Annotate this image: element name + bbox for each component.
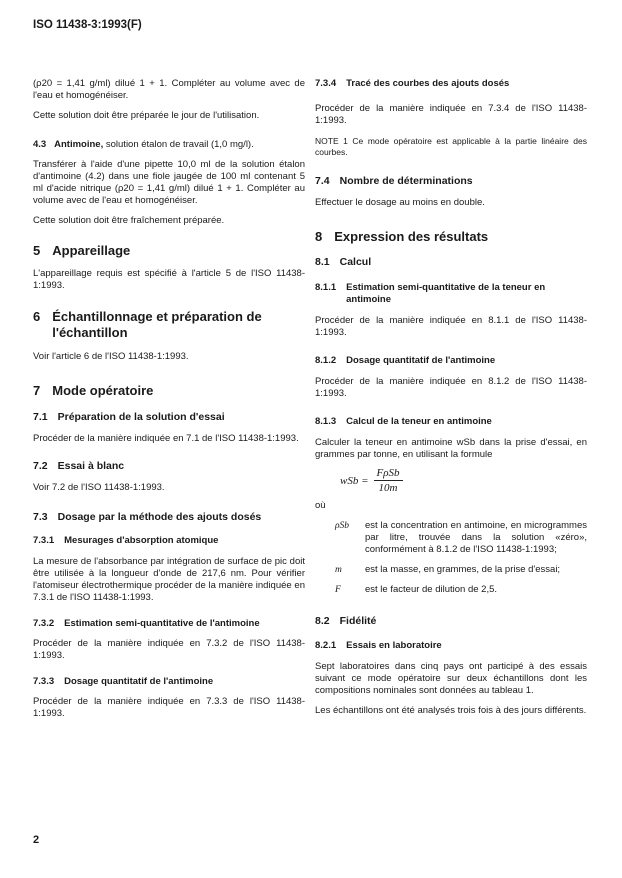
paragraph: Calculer la teneur en antimoine wSb dans la prise d'essai, en grammes par tonne, en utilisant la formule	[315, 437, 587, 460]
paragraph: Transférer à l'aide d'une pipette 10,0 ml de la solution étalon d'antimoine (4.2) dans une fiole jaugée de 100 ml contenant 5 ml d'acide nitrique (ρ20 = 1,41 g/ml) dilué 1 + 1. Compléter au volume avec de l'eau et homogénéiser.	[33, 159, 305, 206]
paragraph: Les échantillons ont été analysés trois fois à des jours différents.	[315, 705, 587, 716]
paragraph: où	[315, 500, 326, 511]
heading-6: 6 Échantillonnage et préparation de l'échantillon	[33, 309, 262, 340]
heading-7-1: 7.1 Préparation de la solution d'essai	[33, 411, 225, 423]
formula-fraction	[374, 467, 403, 494]
definition-item	[315, 564, 587, 576]
definition-text: est le facteur de dilution de 2,5.	[365, 584, 498, 595]
paragraph: Cette solution doit être préparée le jour de l'utilisation.	[33, 110, 260, 121]
definition-list	[315, 520, 587, 596]
formula	[340, 467, 587, 494]
heading-7-3-3: 7.3.3 Dosage quantitatif de l'antimoine	[33, 676, 214, 687]
heading-8-1-1: 8.1.1 Estimation semi-quantitative de la teneur en antimoine	[315, 282, 546, 305]
definition-text: est la masse, en grammes, de la prise d'essai;	[365, 564, 561, 575]
heading-7-3-1: 7.3.1 Mesurages d'absorption atomique	[33, 535, 219, 546]
right-column	[315, 78, 587, 717]
heading-7-2: 7.2 Essai à blanc	[33, 460, 125, 472]
document-header: ISO 11438-3:1993(F)	[33, 19, 142, 31]
heading-8-2-1: 8.2.1 Essais en laboratoire	[315, 640, 442, 651]
paragraph: Procéder de la manière indiquée en 8.1.2 de l'ISO 11438-1:1993.	[315, 376, 587, 399]
paragraph: Cette solution doit être fraîchement préparée.	[33, 215, 225, 226]
heading-8-1-2: 8.1.2 Dosage quantitatif de l'antimoine	[315, 355, 496, 366]
paragraph: Procéder de la manière indiquée en 7.3.4 de l'ISO 11438-1:1993.	[315, 103, 587, 126]
definition-symbol: ρSb	[335, 521, 350, 531]
section-number: 4.3	[33, 139, 47, 150]
paragraph: Voir l'article 6 de l'ISO 11438-1:1993.	[33, 351, 189, 362]
page-number: 2	[33, 834, 40, 846]
paragraph: Procéder de la manière indiquée en 7.1 de l'ISO 11438-1:1993.	[33, 433, 299, 444]
paragraph: Procéder de la manière indiquée en 8.1.1 de l'ISO 11438-1:1993.	[315, 315, 587, 338]
paragraph: La mesure de l'absorbance par intégration de surface de pic doit être utilisée à la longueur d'onde de 217,6 nm. Pour vérifier l'atomiseur électrothermique procéder de la manière indiquée en 7.3.1 de l'ISO 11438-1:1993.	[33, 556, 305, 603]
heading-8-2: 8.2 Fidélité	[315, 615, 377, 627]
paragraph: Procéder de la manière indiquée en 7.3.2 de l'ISO 11438-1:1993.	[33, 638, 305, 661]
note-1: NOTE 1 Ce mode opératoire est applicable à la partie linéaire des courbes.	[315, 136, 587, 157]
section-4-3	[33, 139, 305, 151]
definition-item	[315, 520, 587, 556]
heading-8-1: 8.1 Calcul	[315, 256, 372, 268]
formula-denominator: 10m	[378, 482, 398, 494]
formula-lhs: wSb =	[340, 474, 369, 487]
left-column	[33, 78, 305, 720]
paragraph: Voir 7.2 de l'ISO 11438-1:1993.	[33, 482, 165, 493]
section-title: Antimoine,	[54, 139, 104, 150]
heading-8-1-3: 8.1.3 Calcul de la teneur en antimoine	[315, 416, 492, 427]
definition-text: est la concentration en antimoine, en microgrammes par litre, trouvée dans la solution «zéro», conformément à 8.1.2 de l'ISO 11438-1:1993;	[365, 520, 587, 555]
section-title-rest: solution étalon de travail (1,0 mg/l).	[105, 139, 254, 150]
paragraph: L'appareillage requis est spécifié à l'article 5 de l'ISO 11438-1:1993.	[33, 268, 305, 291]
heading-7-3-4: 7.3.4 Tracé des courbes des ajouts dosés	[315, 78, 510, 89]
paragraph: Effectuer le dosage au moins en double.	[315, 197, 485, 208]
heading-7-3: 7.3 Dosage par la méthode des ajouts dosés	[33, 511, 262, 523]
paragraph: Sept laboratoires dans cinq pays ont participé à des essais suivant ce mode opératoire sur deux échantillons dont les compositions nominales sont données au tableau 1.	[315, 661, 587, 696]
heading-7-3-2: 7.3.2 Estimation semi-quantitative de l'antimoine	[33, 618, 260, 629]
formula-numerator: FρSb	[374, 467, 403, 481]
definition-item	[315, 584, 587, 596]
definition-symbol: m	[335, 565, 342, 575]
heading-8: 8 Expression des résultats	[315, 229, 489, 244]
paragraph: Procéder de la manière indiquée en 7.3.3 de l'ISO 11438-1:1993.	[33, 696, 305, 719]
paragraph: (ρ20 = 1,41 g/ml) dilué 1 + 1. Compléter au volume avec de l'eau et homogénéiser.	[33, 78, 305, 101]
heading-7-4: 7.4 Nombre de déterminations	[315, 175, 473, 187]
heading-5: 5 Appareillage	[33, 243, 131, 258]
heading-7: 7 Mode opératoire	[33, 383, 154, 398]
definition-symbol: F	[335, 585, 341, 595]
